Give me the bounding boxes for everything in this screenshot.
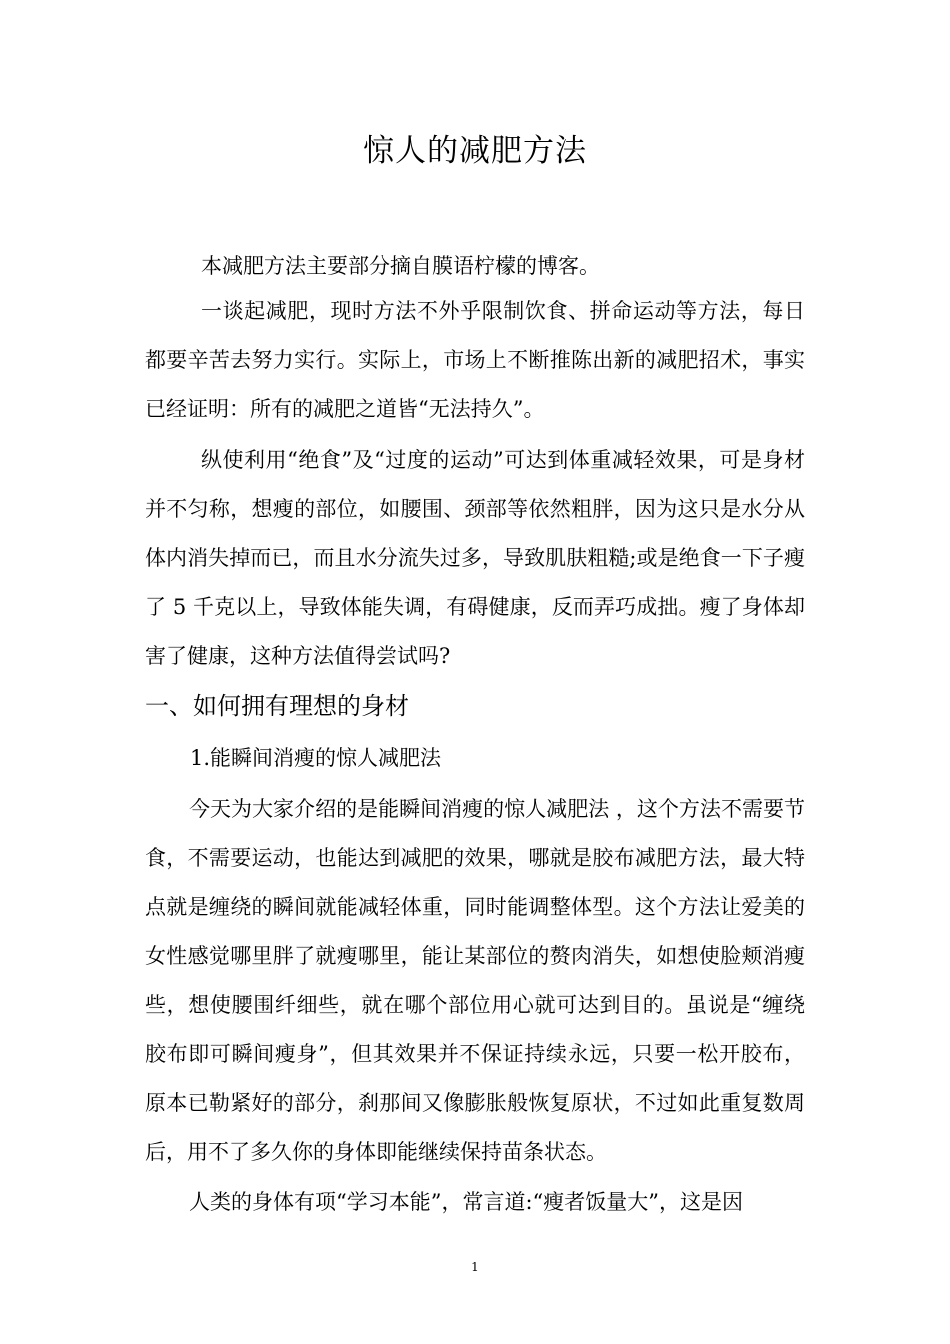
document-title: 惊人的减肥方法 bbox=[363, 133, 587, 169]
subsection-heading: 1.能瞬间消瘦的惊人减肥法 bbox=[190, 746, 442, 770]
body-paragraph-1: 一谈起减肥，现时方法不外乎限制饮食、拼命运动等方法，每日都要辛苦去努力实行。实际上，市场上不断推陈出新的减肥招术，事实已经证明：所有的减肥之道皆“无法持久”。 bbox=[145, 299, 805, 421]
section-paragraph-1: 今天为大家介绍的是能瞬间消瘦的惊人减肥法 ，这个方法不需要节食，不需要运动，也能达到减肥的效果，哪就是胶布减肥方法，最大特点就是缠绕的瞬间就能减轻体重，同时能调整体型。这个方法让爱美的女性感觉哪里胖了就瘦哪里，能让某部位的赘肉消失，如想使脸颊消瘦些，想使腰围纤细些，就在哪个部位用心就可达到目的。虽说是“缠绕胶布即可瞬间瘦身”，但其效果并不保证持续永远，只要一松开胶布，原本已勒紧好的部分，刹那间又像膨胀般恢复原状，不过如此重复数周后，用不了多久你的身体即能继续保持苗条状态。 bbox=[145, 797, 805, 1164]
intro-paragraph: 本减肥方法主要部分摘自膜语柠檬的博客。 bbox=[201, 254, 600, 278]
section-heading: 一、如何拥有理想的身材 bbox=[145, 692, 409, 720]
page-number: 1 bbox=[471, 1260, 479, 1274]
body-paragraph-2: 纵使利用“绝食”及“过度的运动”可达到体重减轻效果，可是身材并不匀称，想瘦的部位，如腰围、颈部等依然粗胖，因为这只是水分从体内消失掉而已，而且水分流失过多，导致肌肤粗糙;或是绝食一下子瘦了 5 千克以上，导致体能失调，有碍健康，反而弄巧成拙。瘦了身体却害了健康，这种方法值得尝试吗? bbox=[145, 448, 805, 668]
section-paragraph-2: 人类的身体有项“学习本能”，常言道:“瘦者饭量大”，这是因 bbox=[189, 1190, 744, 1214]
